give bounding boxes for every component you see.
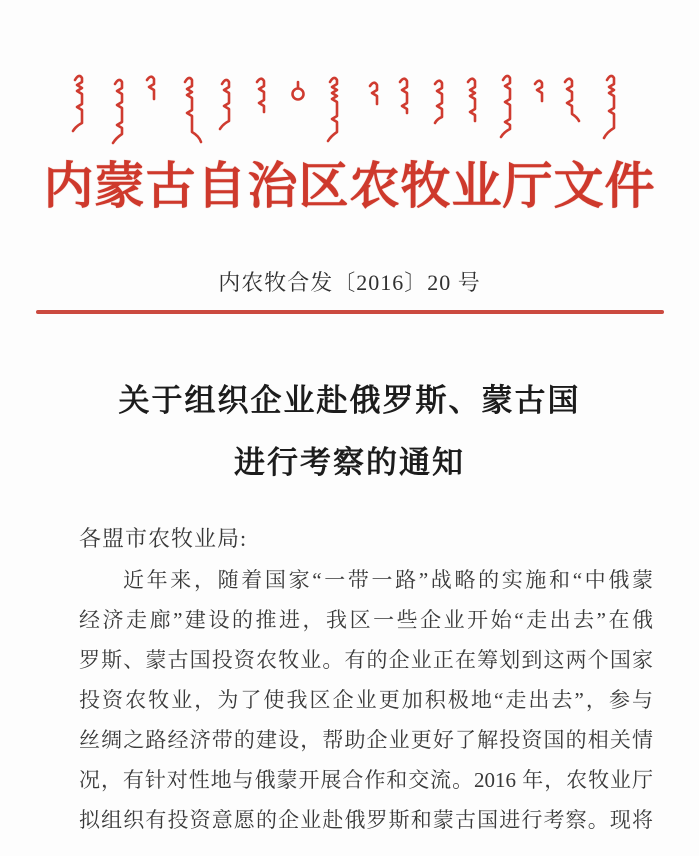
body-line: 近年来，随着国家“一带一路”战略的实施和“中俄蒙 [123, 568, 653, 592]
document-title [0, 370, 699, 494]
body-line: 拟组织有投资意愿的企业赴俄罗斯和蒙古国进行考察。现将 [79, 808, 653, 832]
body-line: 况，有针对性地与俄蒙开展合作和交流。2016 年，农牧业厅 [79, 768, 653, 792]
red-divider-line [36, 310, 664, 314]
document-title-line2: 进行考察的通知 [234, 445, 465, 480]
mongolian-script-header [54, 70, 646, 152]
document-number: 内农牧合发〔2016〕20 号 [218, 270, 481, 295]
mongolian-script-icon [54, 70, 646, 152]
agency-title: 内蒙古自治区农牧业厅文件 [43, 158, 656, 214]
body-line: 罗斯、蒙古国投资农牧业。有的企业正在筹划到这两个国家 [79, 648, 653, 672]
body-paragraph [79, 560, 653, 840]
body-line: 投资农牧业，为了使我区企业更加积极地“走出去”，参与 [79, 688, 653, 712]
body-line: 经济走廊”建设的推进，我区一些企业开始“走出去”在俄 [79, 608, 653, 632]
document-title-line1: 关于组织企业赴俄罗斯、蒙古国 [118, 383, 581, 418]
salutation: 各盟市农牧业局: [79, 526, 248, 551]
body-line: 丝绸之路经济带的建设，帮助企业更好了解投资国的相关情 [79, 728, 653, 752]
